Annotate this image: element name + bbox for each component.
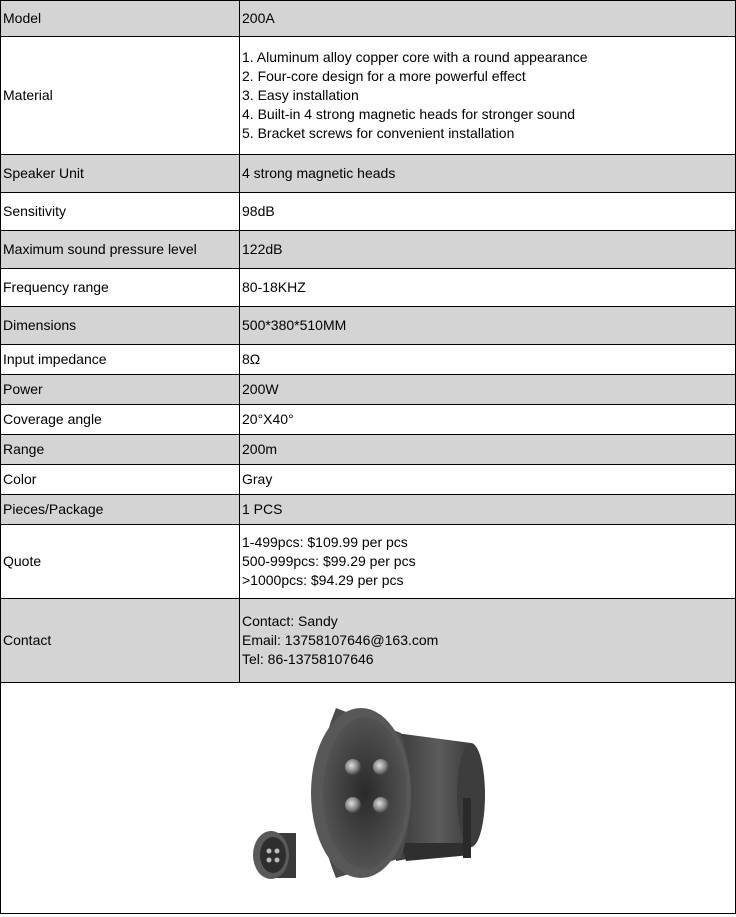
contact-name: Contact: Sandy [242,613,338,629]
product-image-cell [1,683,736,914]
row-input-impedance [1,345,736,375]
material-line: 2. Four-core design for a more powerful effect [242,68,526,84]
value-speaker-unit: 4 strong magnetic heads [240,155,736,193]
material-line: 4. Built-in 4 strong magnetic heads for stronger sound [242,106,576,122]
quote-line: 500-999pcs: $99.29 per pcs [242,553,416,569]
row-frequency-range [1,269,736,307]
contact-email: Email: 13758107646@163.com [242,632,439,648]
quote-line: >1000pcs: $94.29 per pcs [242,572,404,588]
value-input-impedance: 8Ω [240,345,736,375]
label-max-spl: Maximum sound pressure level [1,231,240,269]
horn-speaker-image [1,683,733,913]
value-quote [240,525,736,599]
row-quote [1,525,736,599]
row-contact [1,599,736,683]
quote-line: 1-499pcs: $109.99 per pcs [242,534,408,550]
label-pieces-package: Pieces/Package [1,495,240,525]
value-model: 200A [240,1,736,37]
value-material [240,37,736,155]
label-model: Model [1,1,240,37]
value-dimensions: 500*380*510MM [240,307,736,345]
material-line: 3. Easy installation [242,87,359,103]
row-speaker-unit [1,155,736,193]
label-color: Color [1,465,240,495]
row-product-image [1,683,736,914]
row-coverage-angle [1,405,736,435]
row-dimensions [1,307,736,345]
value-frequency-range: 80-18KHZ [240,269,736,307]
material-line: 5. Bracket screws for convenient installation [242,125,515,141]
label-speaker-unit: Speaker Unit [1,155,240,193]
row-material [1,37,736,155]
label-frequency-range: Frequency range [1,269,240,307]
row-color [1,465,736,495]
label-quote: Quote [1,525,240,599]
row-power [1,375,736,405]
value-max-spl: 122dB [240,231,736,269]
value-pieces-package: 1 PCS [240,495,736,525]
value-color: Gray [240,465,736,495]
value-power: 200W [240,375,736,405]
value-range: 200m [240,435,736,465]
label-range: Range [1,435,240,465]
label-coverage-angle: Coverage angle [1,405,240,435]
contact-phone: Tel: 86-13758107646 [242,651,374,667]
row-sensitivity [1,193,736,231]
value-coverage-angle: 20°X40° [240,405,736,435]
label-input-impedance: Input impedance [1,345,240,375]
row-pieces-package [1,495,736,525]
material-line: 1. Aluminum alloy copper core with a round appearance [242,49,588,65]
label-sensitivity: Sensitivity [1,193,240,231]
row-max-spl [1,231,736,269]
label-power: Power [1,375,240,405]
row-range [1,435,736,465]
label-contact: Contact [1,599,240,683]
label-dimensions: Dimensions [1,307,240,345]
value-contact [240,599,736,683]
label-material: Material [1,37,240,155]
value-sensitivity: 98dB [240,193,736,231]
row-model [1,1,736,37]
